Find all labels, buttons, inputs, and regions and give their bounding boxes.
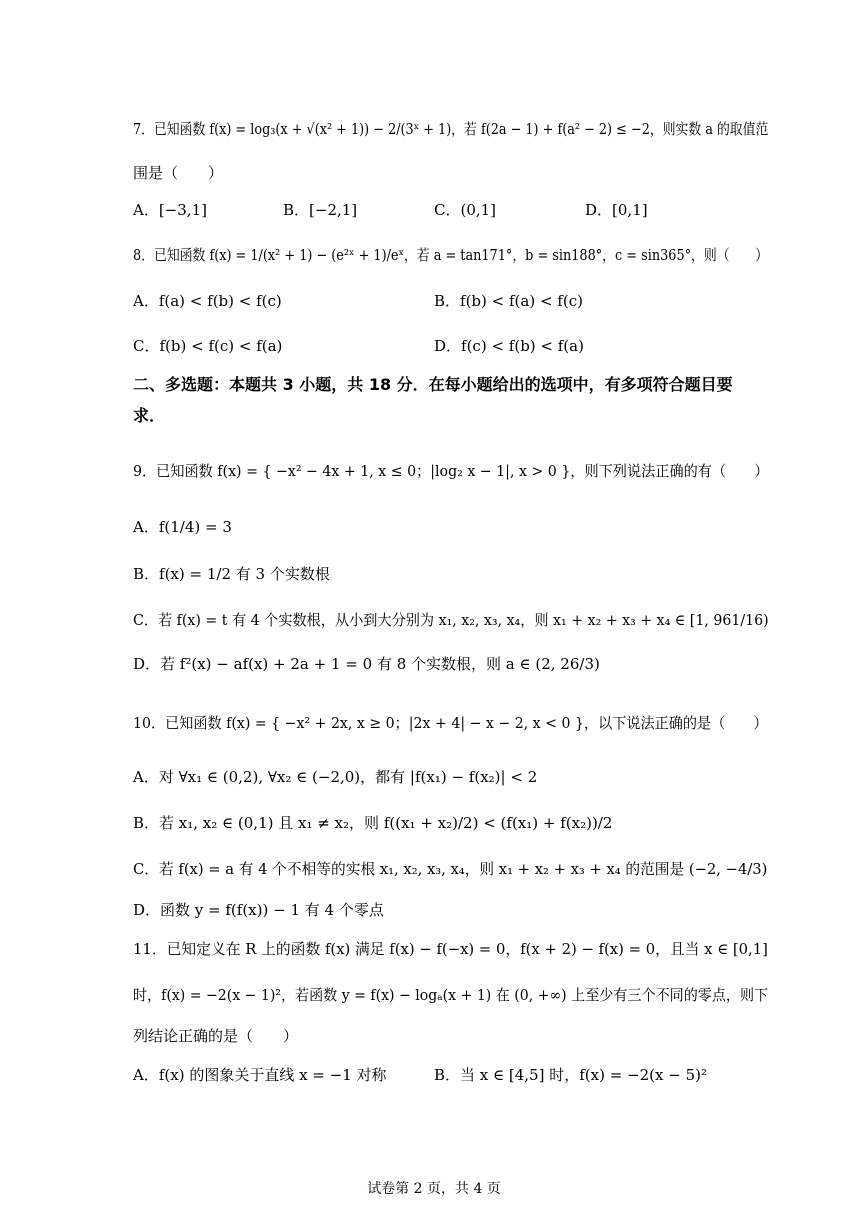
- q10-option-d: D．函数 y = f(f(x)) − 1 有 4 个零点: [133, 901, 384, 919]
- q10-stem: 10．已知函数 f(x) = { −x² + 2x, x ≥ 0；|2x + 4| − x − 2, x < 0 }，以下说法正确的是（ ）: [133, 714, 768, 732]
- q8-option-d: D．f(c) < f(b) < f(a): [434, 337, 584, 355]
- q8-option-c: C．f(b) < f(c) < f(a): [133, 337, 283, 355]
- q8-stem: 8．已知函数 f(x) = 1/(x² + 1) − (e²ˣ + 1)/eˣ，若 a = tan171°，b = sin188°，c = sin365°，则（ ）: [133, 246, 769, 264]
- q10-option-c: C．若 f(x) = a 有 4 个不相等的实根 x₁, x₂, x₃, x₄，则 x₁ + x₂ + x₃ + x₄ 的范围是 (−2, −4/3): [133, 860, 768, 878]
- q9-stem: 9．已知函数 f(x) = { −x² − 4x + 1, x ≤ 0；|log₂ x − 1|, x > 0 }，则下列说法正确的有（ ）: [133, 462, 769, 480]
- q7-stem-line1: 7．已知函数 f(x) = log₃(x + √(x² + 1)) − 2/(3ˣ + 1)，若 f(2a − 1) + f(a² − 2) ≤ −2，则实数 a 的取值范: [133, 120, 769, 138]
- q7-option-d: D．[0,1]: [585, 201, 648, 219]
- q11-stem-line3: 列结论正确的是（ ）: [133, 1027, 299, 1045]
- q9-option-b: B．f(x) = 1/2 有 3 个实数根: [133, 565, 330, 583]
- q8-option-b: B．f(b) < f(a) < f(c): [434, 292, 583, 310]
- q11-stem-line2: 时，f(x) = −2(x − 1)²，若函数 y = f(x) − logₐ(x + 1) 在 (0, +∞) 上至少有三个不同的零点，则下: [133, 986, 769, 1004]
- q10-option-a: A．对 ∀x₁ ∈ (0,2), ∀x₂ ∈ (−2,0)，都有 |f(x₁) − f(x₂)| < 2: [133, 768, 538, 786]
- q11-option-a: A．f(x) 的图象关于直线 x = −1 对称: [133, 1066, 387, 1084]
- q11-option-b: B．当 x ∈ [4,5] 时，f(x) = −2(x − 5)²: [434, 1066, 707, 1084]
- q7-option-c: C．(0,1]: [434, 201, 497, 219]
- q8-option-a: A．f(a) < f(b) < f(c): [133, 292, 282, 310]
- q9-option-d: D．若 f²(x) − af(x) + 2a + 1 = 0 有 8 个实数根，则 a ∈ (2, 26/3): [133, 655, 600, 673]
- q7-option-b: B．[−2,1]: [283, 201, 358, 219]
- q7-stem-line2: 围是（ ）: [133, 164, 224, 182]
- q9-option-c: C．若 f(x) = t 有 4 个实数根，从小到大分别为 x₁, x₂, x₃, x₄，则 x₁ + x₂ + x₃ + x₄ ∈ [1, 961/16): [133, 611, 769, 629]
- q9-option-a: A．f(1/4) = 3: [133, 518, 232, 536]
- page-footer: 试卷第 2 页，共 4 页: [367, 1181, 501, 1197]
- q11-stem-line1: 11．已知定义在 R 上的函数 f(x) 满足 f(x) − f(−x) = 0，f(x + 2) − f(x) = 0，且当 x ∈ [0,1]: [133, 940, 768, 958]
- q10-option-b: B．若 x₁, x₂ ∈ (0,1) 且 x₁ ≠ x₂，则 f((x₁ + x₂)/2) < (f(x₁) + f(x₂))/2: [133, 814, 613, 832]
- section-heading: 二、多选题：本题共 3 小题，共 18 分．在每小题给出的选项中，有多项符合题目要求．: [133, 375, 733, 425]
- q7-option-a: A．[−3,1]: [133, 201, 207, 219]
